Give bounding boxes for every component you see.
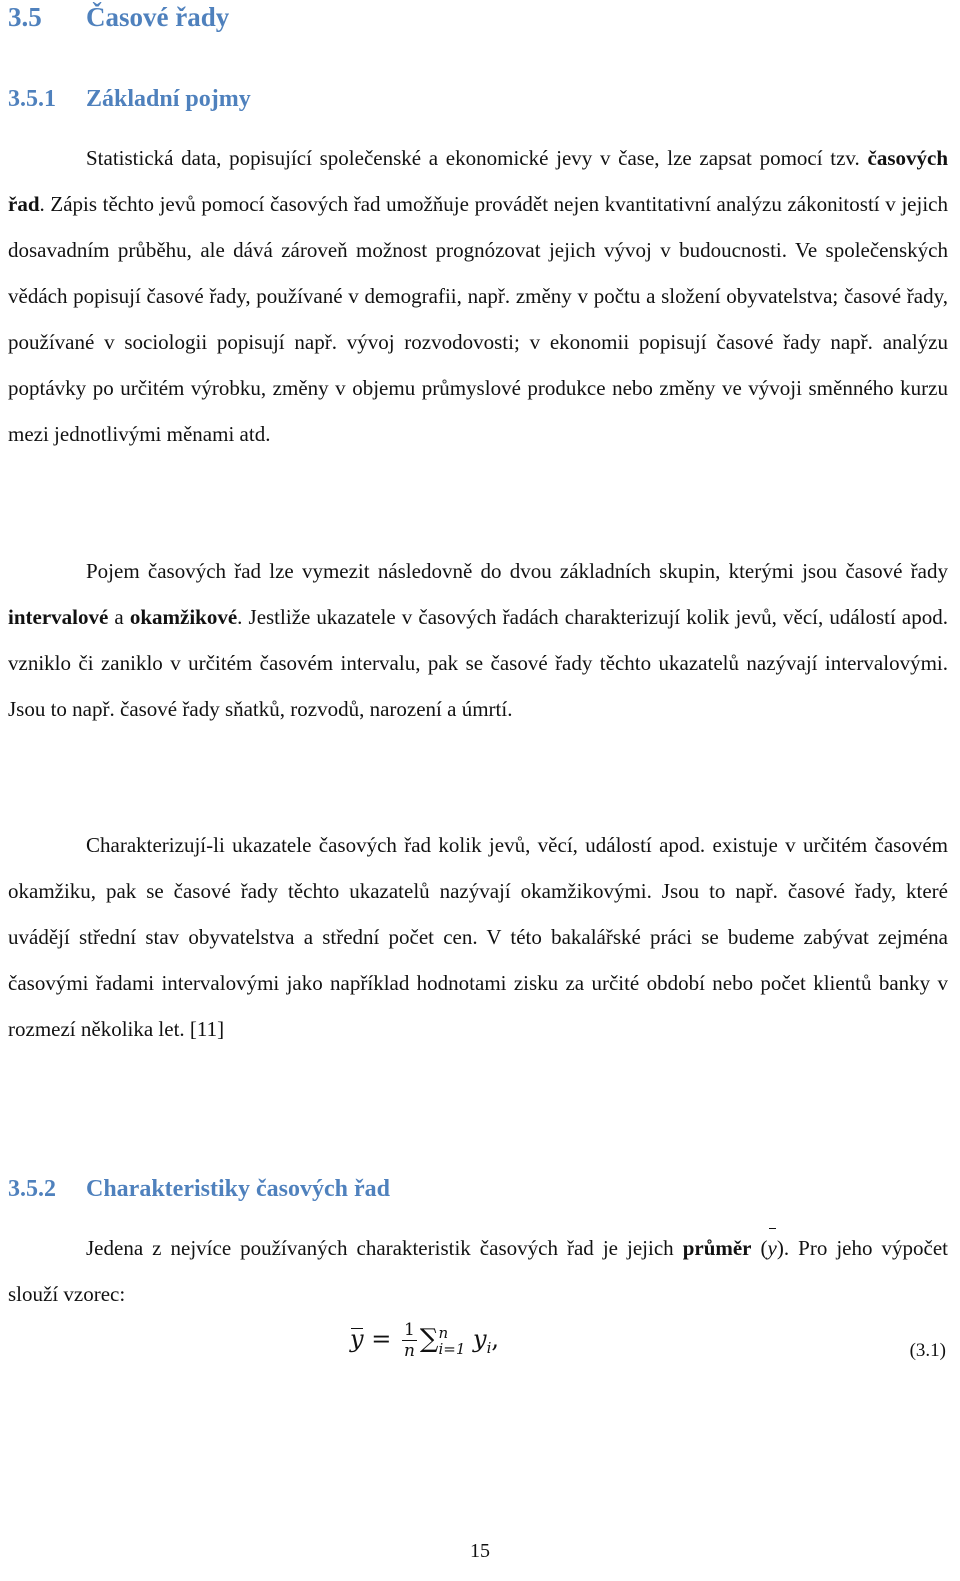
bold-term: intervalové bbox=[8, 605, 109, 629]
sum-limits bbox=[438, 1325, 465, 1357]
sum-lower-limit: i=1 bbox=[438, 1339, 466, 1358]
formula-fraction bbox=[402, 1320, 417, 1361]
formula-equals: = bbox=[371, 1325, 392, 1353]
paragraph-intro bbox=[8, 135, 948, 457]
paragraph-text: ( bbox=[751, 1236, 768, 1260]
bold-term: okamžikové bbox=[129, 605, 238, 629]
bold-term: průměr bbox=[682, 1236, 752, 1260]
subsection-title: Charakteristiky časových řad bbox=[86, 1176, 390, 1202]
page-number: 15 bbox=[470, 1540, 490, 1562]
formula-lhs: y bbox=[350, 1325, 364, 1353]
subsection-heading-characteristics bbox=[8, 1176, 390, 1203]
section-title: Časové řady bbox=[86, 2, 230, 32]
equation-number: (3.1) bbox=[909, 1340, 946, 1361]
paragraph-text: Jedena z nejvíce používaných charakteristik časových řad je jejich bbox=[86, 1236, 683, 1260]
paragraph-text: . Zápis těchto jevů pomocí časových řad umožňuje provádět nejen kvantitativní analýzu zákonitostí v jejich dosavadním průběhu, ale dává zároveň možnost prognózovat jejich vývoj v budoucnosti. Ve společenských vědách popisují časové řady, používané v demografii, např. změny v počtu a složení obyvatelstva; časové řady, používané v sociologii popisují např. vývoj rozvodovosti; v ekonomii popisují časové řady např. analýzu poptávky po určitém výrobku, změny v objemu průmyslové produkce nebo změny ve vývoji směnného kurzu mezi jednotlivými měnami atd. bbox=[8, 192, 948, 446]
paragraph-text: ). Pro jeho výpočet slouží vzorec: bbox=[8, 1236, 949, 1306]
subsection-number: 3.5.2 bbox=[8, 1176, 56, 1202]
formula-term-subscript: i bbox=[486, 1339, 492, 1357]
subsection-title: Základní pojmy bbox=[86, 86, 251, 112]
paragraph-instant-series bbox=[8, 822, 948, 1052]
subsection-heading-basic-terms bbox=[8, 86, 251, 113]
mean-formula bbox=[350, 1320, 499, 1380]
section-number: 3.5 bbox=[8, 2, 42, 32]
subsection-number: 3.5.1 bbox=[8, 86, 56, 112]
bold-term: časových řad bbox=[8, 146, 948, 216]
sum-upper-limit: n bbox=[438, 1323, 449, 1342]
paragraph-text: . Jestliže ukazatele v časových řadách charakterizují kolik jevů, věcí, událostí apod. vzniklo či zaniklo v určitém časovém intervalu, pak se časové řady těchto ukazatelů nazývají intervalovými. Jsou to např. časové řady sňatků, rozvodů, narození a úmrtí. bbox=[8, 605, 948, 721]
sum-symbol: ∑ bbox=[419, 1324, 439, 1354]
fraction-numerator: 1 bbox=[402, 1320, 417, 1341]
section-heading bbox=[8, 2, 229, 33]
paragraph-text: a bbox=[108, 605, 130, 629]
paragraph-mean bbox=[8, 1225, 948, 1317]
paragraph-text: Charakterizují-li ukazatele časových řad kolik jevů, věcí, událostí apod. existuje v určitém časovém okamžiku, pak se časové řady těchto ukazatelů nazývají okamžikovými. Jsou to např. časové řady, které uvádějí střední stav obyvatelstva a střední počet cen. V této bakalářské práci se budeme zabývat zejména časovými řadami intervalovými jako například hodnotami zisku za určité období nebo počet klientů banky v rozmezí několika let. [11] bbox=[8, 833, 948, 1041]
formula-comma: , bbox=[491, 1325, 500, 1353]
paragraph-definition bbox=[8, 548, 948, 732]
paragraph-text: Statistická data, popisující společenské a ekonomické jevy v čase, lze zapsat pomocí tzv. bbox=[86, 146, 868, 170]
paragraph-text: Pojem časových řad lze vymezit následovně do dvou základních skupin, kterými jsou časové řady bbox=[86, 559, 948, 583]
fraction-denominator: n bbox=[403, 1341, 415, 1361]
formula-term: y bbox=[473, 1325, 487, 1353]
ybar-symbol: y bbox=[768, 1225, 777, 1271]
